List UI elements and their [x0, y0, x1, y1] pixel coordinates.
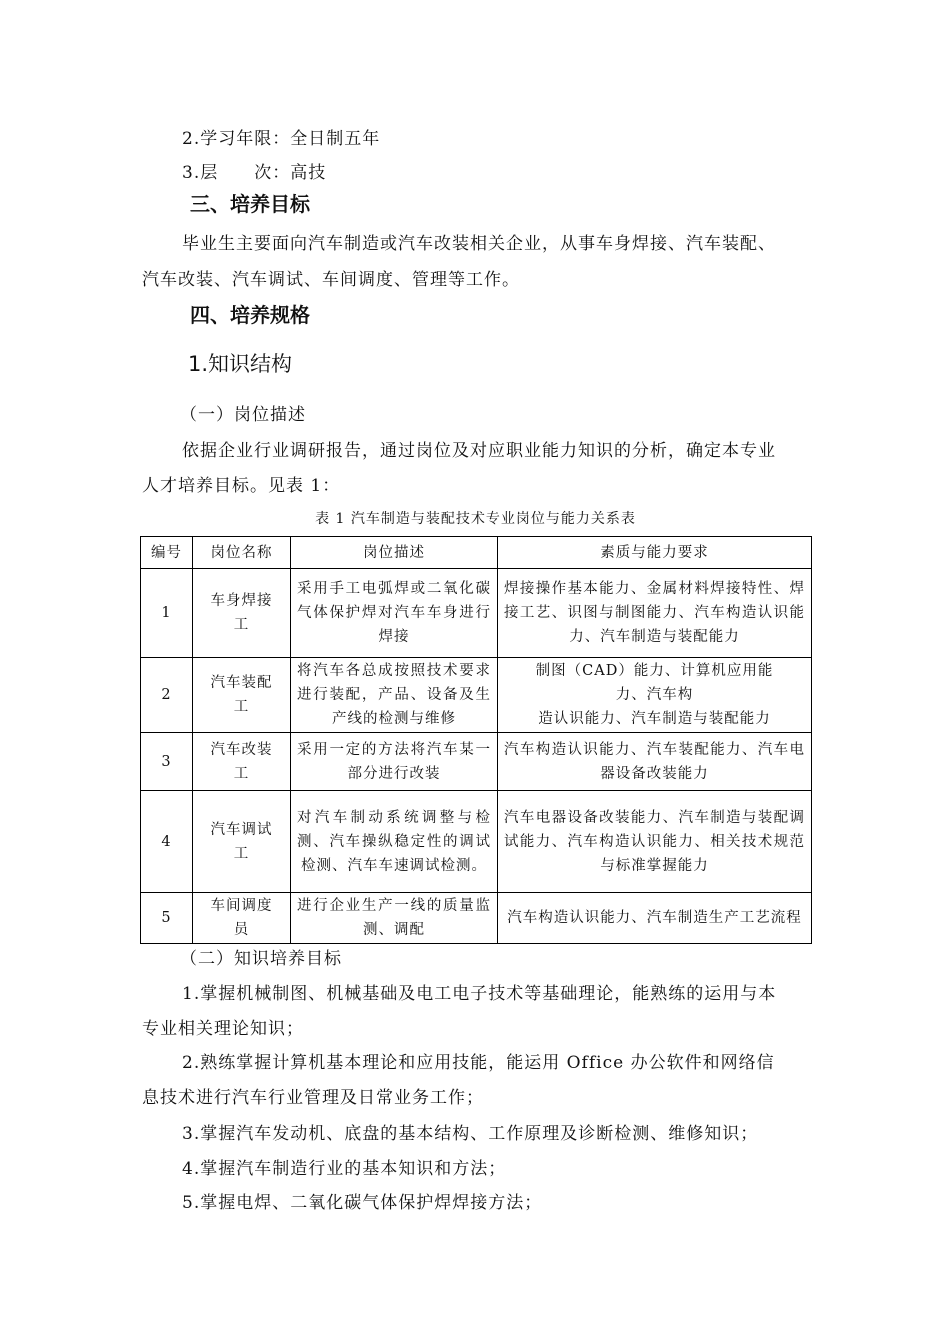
- cell-number: 1: [141, 569, 193, 658]
- study-level: 3.层 次：高技: [182, 163, 327, 183]
- table-row: [141, 893, 812, 944]
- cell-number: 3: [141, 733, 193, 791]
- table-row: [141, 733, 812, 791]
- cell-description: 采用一定的方法将汽车某一部分进行改装: [291, 733, 498, 791]
- study-duration: 2.学习年限：全日制五年: [182, 129, 381, 149]
- knowledge-item-line: 专业相关理论知识；: [142, 1019, 304, 1039]
- job-ability-table: [140, 536, 812, 944]
- subheading-knowledge-structure: 1.知识结构: [188, 352, 293, 376]
- table-header-row: [141, 537, 812, 569]
- requirements-line: 造认识能力、汽车制造与装配能力: [538, 711, 771, 727]
- cell-description: 采用手工电弧焊或二氧化碳气体保护焊对汽车车身进行焊接: [291, 569, 498, 658]
- table-row: [141, 791, 812, 893]
- cell-position: 车身焊接工: [193, 569, 291, 658]
- cell-requirements: 焊接操作基本能力、金属材料焊接特性、焊接工艺、识图与制图能力、汽车构造认识能力、汽车制造与装配能力: [498, 569, 812, 658]
- knowledge-item-line: 2.熟练掌握计算机基本理论和应用技能，能运用 Office 办公软件和网络信: [182, 1053, 775, 1073]
- goals-paragraph-line: 汽车改装、汽车调试、车间调度、管理等工作。: [142, 270, 520, 290]
- header-position: 岗位名称: [193, 537, 291, 569]
- subheading-knowledge-goals: （二）知识培养目标: [180, 949, 342, 969]
- cell-position: 汽车调试工: [193, 791, 291, 893]
- cell-description: 进行企业生产一线的质量监测、调配: [291, 893, 498, 944]
- specs-paragraph-line: 依据企业行业调研报告，通过岗位及对应职业能力知识的分析，确定本专业: [182, 441, 776, 461]
- cell-position: 车间调度员: [193, 893, 291, 944]
- section-heading-specs: 四、培养规格: [190, 303, 310, 327]
- knowledge-item-line: 5.掌握电焊、二氧化碳气体保护焊焊接方法；: [182, 1193, 543, 1213]
- cell-description: 将汽车各总成按照技术要求进行装配，产品、设备及生产线的检测与维修: [291, 658, 498, 733]
- cell-requirements: 汽车构造认识能力、汽车制造生产工艺流程: [498, 893, 812, 944]
- knowledge-item-line: 3.掌握汽车发动机、底盘的基本结构、工作原理及诊断检测、维修知识；: [182, 1124, 759, 1144]
- knowledge-item-line: 4.掌握汽车制造行业的基本知识和方法；: [182, 1159, 507, 1179]
- cell-requirements: 汽车构造认识能力、汽车装配能力、汽车电器设备改装能力: [498, 733, 812, 791]
- header-description: 岗位描述: [291, 537, 498, 569]
- goals-paragraph-line: 毕业生主要面向汽车制造或汽车改装相关企业，从事车身焊接、汽车装配、: [182, 234, 776, 254]
- subheading-job-description: （一）岗位描述: [180, 405, 306, 425]
- knowledge-item-line: 息技术进行汽车行业管理及日常业务工作；: [142, 1088, 484, 1108]
- specs-paragraph-line: 人才培养目标。见表 1：: [142, 476, 341, 496]
- cell-position: 汽车改装工: [193, 733, 291, 791]
- table-row: [141, 658, 812, 733]
- knowledge-item-line: 1.掌握机械制图、机械基础及电工电子技术等基础理论，能熟练的运用与本: [182, 984, 777, 1004]
- header-requirements: 素质与能力要求: [498, 537, 812, 569]
- cell-position: 汽车装配工: [193, 658, 291, 733]
- cell-number: 2: [141, 658, 193, 733]
- section-heading-goals: 三、培养目标: [190, 192, 310, 216]
- cell-requirements: 汽车电器设备改装能力、汽车制造与装配调试能力、汽车构造认识能力、相关技术规范与标准掌握能力: [498, 791, 812, 893]
- cell-description: 对汽车制动系统调整与检测、汽车操纵稳定性的调试检测、汽车车速调试检测。: [291, 791, 498, 893]
- cell-number: 5: [141, 893, 193, 944]
- table-caption: 表 1 汽车制造与装配技术专业岗位与能力关系表: [315, 511, 636, 527]
- header-number: 编号: [141, 537, 193, 569]
- table-row: [141, 569, 812, 658]
- cell-number: 4: [141, 791, 193, 893]
- requirements-line: 制图（CAD）能力、计算机应用能力、汽车构: [535, 663, 774, 703]
- cell-requirements: [498, 658, 812, 733]
